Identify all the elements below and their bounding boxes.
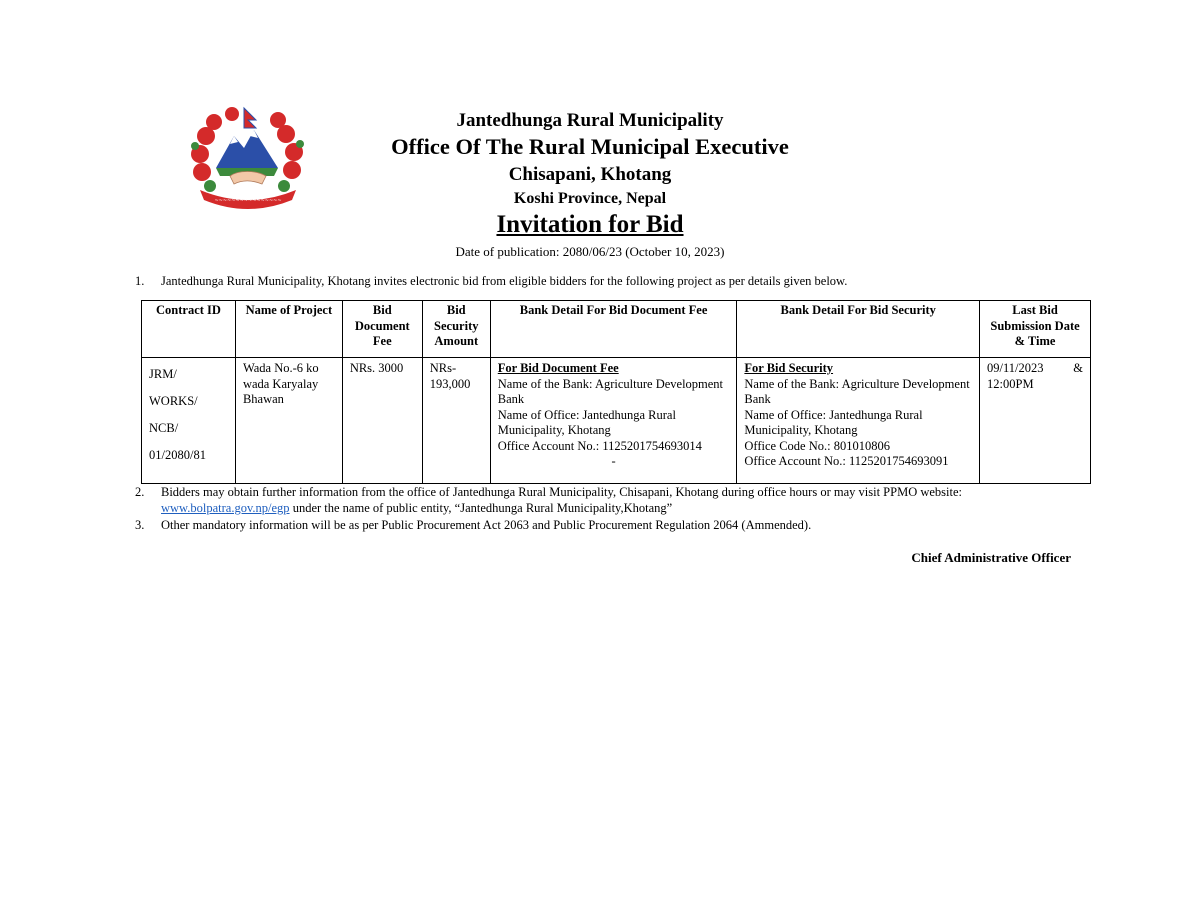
contract-id-part: JRM/: [149, 367, 177, 381]
contract-id-part: WORKS/: [149, 394, 198, 408]
header-contract-id: Contract ID: [142, 301, 236, 358]
paragraph-text: Jantedhunga Rural Municipality, Khotang invites electronic bid from eligible bidders for the following project as per details given below.: [161, 274, 848, 288]
header-bid-security-amount: Bid Security Amount: [422, 301, 490, 358]
bank-security-account: Office Account No.: 1125201754693091: [744, 454, 949, 468]
cell-bank-detail-fee: [490, 358, 737, 484]
paragraph-2: [135, 484, 1085, 516]
paragraph-text-before: Bidders may obtain further information from the office of Jantedhunga Rural Municipality, Chisapani, Khotang during office hours or may visit PPMO website:: [161, 485, 963, 499]
publication-date: Date of publication: 2080/06/23 (October 10, 2023): [455, 244, 725, 259]
bank-fee-office-name: Name of Office: Jantedhunga Rural Municipality, Khotang: [497, 407, 676, 437]
municipality-name: Jantedhunga Rural Municipality: [456, 110, 724, 131]
bank-fee-account: Office Account No.: 1125201754693014: [497, 438, 702, 453]
bank-security-office-name: Name of Office: Jantedhunga Rural Municipality, Khotang: [744, 407, 923, 437]
cell-contract-id: [142, 358, 236, 484]
last-bid-ampersand: &: [1073, 361, 1083, 375]
paragraph-text: [161, 484, 1085, 516]
last-bid-time: 12:00PM: [987, 376, 1034, 391]
mountain-shape: [216, 130, 278, 168]
paragraph-3: [135, 517, 1085, 533]
bid-details-table: [141, 300, 1091, 484]
cell-bank-detail-security: [737, 358, 980, 484]
office-location: Chisapani, Khotang: [508, 164, 672, 185]
header-name-of-project: Name of Project: [235, 301, 342, 358]
header-last-bid-submission: Last Bid Submission Date & Time: [980, 301, 1091, 358]
nepal-emblem-logo: [186, 106, 310, 210]
cell-bid-document-fee: NRs. 3000: [342, 358, 422, 484]
signature-title: Chief Administrative Officer: [911, 550, 1071, 565]
bank-fee-bank-name: Name of the Bank: Agriculture Development Bank: [497, 376, 724, 406]
cell-bid-security-amount: NRs-193,000: [422, 358, 490, 484]
paragraph-number: 2.: [135, 485, 145, 499]
paragraph-1: [135, 273, 1085, 289]
cell-last-bid-submission: [980, 358, 1091, 484]
paragraph-number: 1.: [135, 274, 145, 288]
bank-fee-dash: -: [611, 454, 616, 468]
page-title: Invitation for Bid: [496, 211, 684, 238]
bank-security-heading: For Bid Security: [744, 361, 834, 375]
bank-security-office-code: Office Code No.: 801010806: [744, 438, 890, 453]
handshake-shape: [230, 172, 266, 185]
office-name: Office Of The Rural Municipal Executive: [391, 134, 789, 159]
last-bid-date: 09/11/2023: [987, 361, 1044, 375]
province: Koshi Province, Nepal: [513, 190, 667, 207]
contract-id-part: NCB/: [149, 421, 179, 435]
ppmo-website-link[interactable]: www.bolpatra.gov.np/egp: [161, 501, 290, 515]
paragraph-text: Other mandatory information will be as per Public Procurement Act 2063 and Public Procurement Regulation 2064 (Ammended).: [161, 518, 812, 532]
flag-shape: [244, 108, 256, 128]
bank-security-bank-name: Name of the Bank: Agriculture Development Bank: [744, 376, 970, 406]
bank-fee-heading: For Bid Document Fee: [497, 361, 619, 375]
paragraph-text-after: under the name of public entity, “Jantedhunga Rural Municipality,Khotang”: [289, 501, 673, 515]
header-bank-detail-security: Bank Detail For Bid Security: [737, 301, 980, 358]
header-bid-document-fee: Bid Document Fee: [342, 301, 422, 358]
paragraph-number: 3.: [135, 518, 145, 532]
table-row: [142, 358, 1091, 484]
contract-id-part: 01/2080/81: [149, 448, 206, 462]
svg-text:~~~~~~~~~~~~~~~~: ~~~~~~~~~~~~~~~~: [214, 198, 282, 204]
header-bank-detail-fee: Bank Detail For Bid Document Fee: [490, 301, 737, 358]
table-header-row: [142, 301, 1091, 358]
cell-name-of-project: Wada No.-6 ko wada Karyalay Bhawan: [235, 358, 342, 484]
